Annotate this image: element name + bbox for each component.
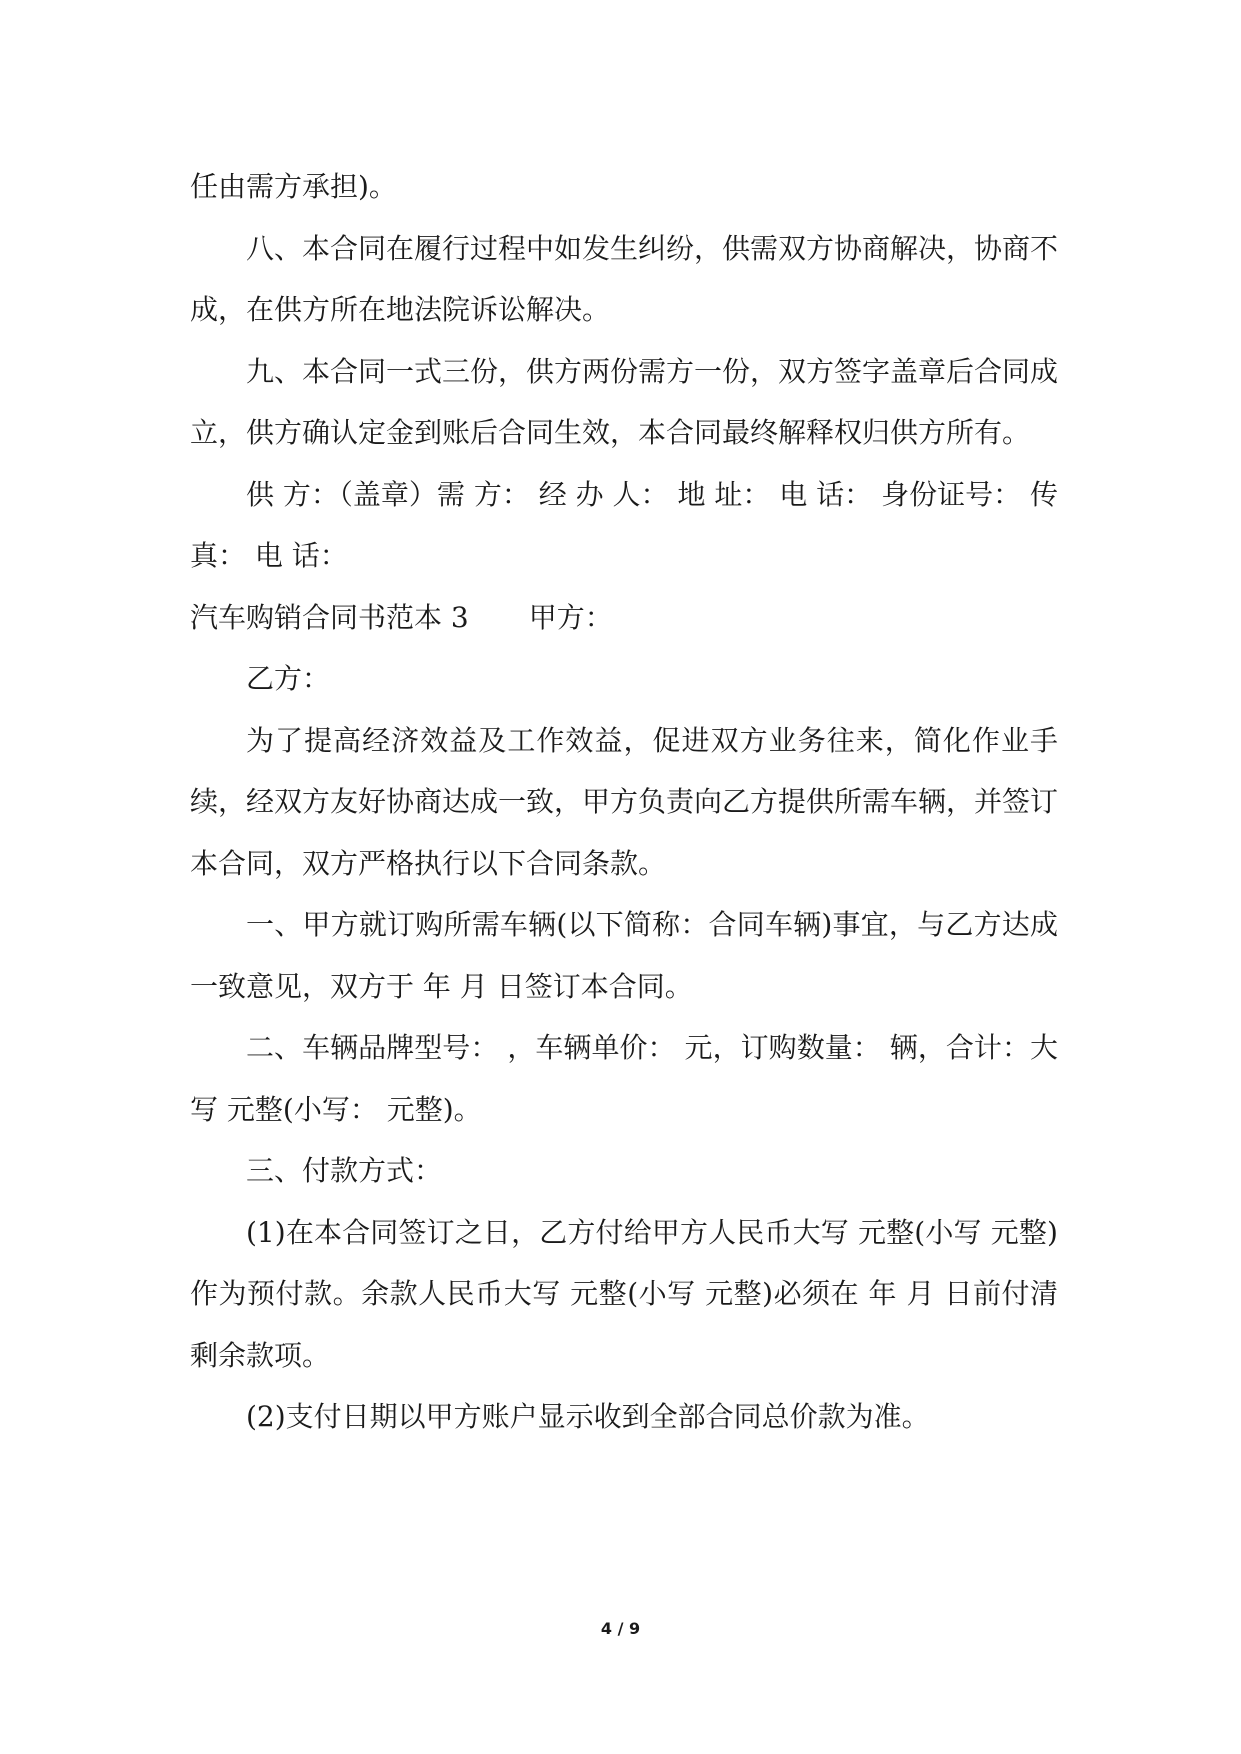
paragraph: 三、付款方式：	[246, 1154, 443, 1187]
paragraph: 九、本合同一式三份，供方两份需方一份，双方签字盖章后合同成立，供方确认定金到账后合同生效，本合同最终解释权归供方所有。	[190, 354, 1059, 449]
heading-title: 汽车购销合同书范本 3	[190, 600, 469, 634]
document-body	[190, 156, 1058, 1448]
paragraph: (2)支付日期以甲方账户显示收到全部合同总价款为准。	[246, 1400, 930, 1433]
paragraph: 任由需方承担)。	[190, 170, 397, 203]
paragraph: 一、甲方就订购所需车辆(以下简称：合同车辆)事宜，与乙方达成一致意见，双方于 年 月 日签订本合同。	[190, 908, 1058, 1003]
party-a-label: 甲方：	[528, 600, 613, 634]
paragraph: 为了提高经济效益及工作效益，促进双方业务往来，简化作业手续，经双方友好协商达成一致，甲方负责向乙方提供所需车辆，并签订本合同，双方严格执行以下合同条款。	[190, 723, 1059, 880]
page-number: 4 / 9	[600, 1619, 641, 1638]
paragraph: 八、本合同在履行过程中如发生纠纷，供需双方协商解决，协商不成，在供方所在地法院诉讼解决。	[190, 231, 1059, 326]
party-b-label: 乙方：	[246, 662, 331, 695]
paragraph: 二、车辆品牌型号： ，车辆单价： 元，订购数量： 辆，合计：大写 元整(小写： 元整)。	[190, 1031, 1058, 1126]
signature-fields: 供 方：（盖章）需 方： 经 办 人： 地 址： 电 话： 身份证号： 传 真： 电 话：	[190, 477, 1058, 572]
paragraph: (1)在本合同签订之日，乙方付给甲方人民币大写 元整(小写 元整)作为预付款。余款人民币大写 元整(小写 元整)必须在 年 月 日前付清剩余款项。	[190, 1215, 1058, 1372]
section-heading	[190, 587, 1058, 649]
